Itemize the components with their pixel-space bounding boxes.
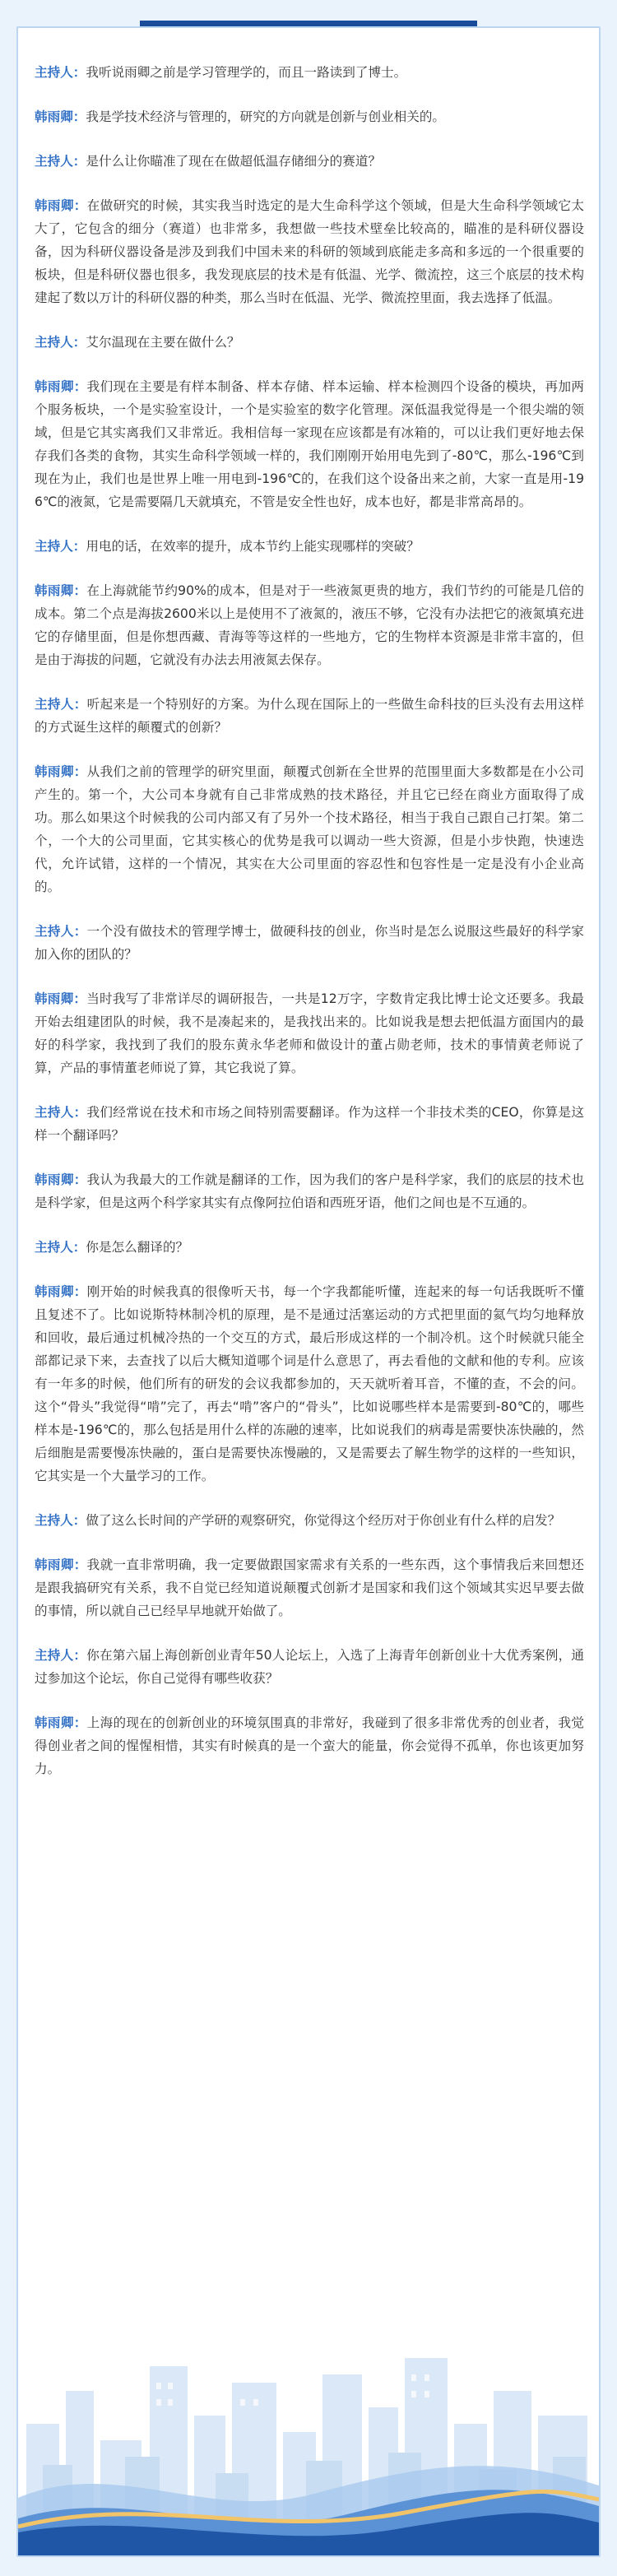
article-card: [16, 26, 601, 2557]
speaker-label: 主持人：: [35, 1513, 86, 1528]
dialogue-paragraph: [35, 1101, 584, 1147]
dialogue-paragraph: [35, 375, 584, 513]
dialogue-text: 我们现在主要是有样本制备、样本存储、样本运输、样本检测四个设备的模块，再加两个服务板块，一个是实验室设计，一个是实验室的数字化管理。深低温我觉得是一个很尖端的领域，但是它其实离我们又非常近。我相信每一家现在应该都是有冰箱的，可以让我们更好地去保存我们各类的食物，其实生命科学领域一样的，我们刚刚开始用电先到了-80℃，那么-196℃到现在为止，我们也是世界上唯一用电到-196℃的，在我们这个设备出来之前，大家一直是用-196℃的液氮，它是需要隔几天就填充，不管是安全性也好，成本也好，都是非常高昂的。: [35, 379, 584, 509]
speaker-label: 韩雨卿：: [35, 1557, 87, 1572]
dialogue-paragraph: [35, 1711, 584, 1780]
dialogue-text: 是什么让你瞄准了现在在做超低温存储细分的赛道？: [86, 154, 382, 169]
dialogue-text: 你在第六届上海创新创业青年50人论坛上，入选了上海青年创新创业十大优秀案例，通过参加这个论坛，你自己觉得有哪些收获？: [35, 1648, 584, 1686]
dialogue-text: 艾尔温现在主要在做什么？: [86, 335, 240, 350]
speaker-label: 主持人：: [35, 697, 87, 712]
dialogue-text: 听起来是一个特别好的方案。为什么现在国际上的一些做生命科技的巨头没有去用这样的方式诞生这样的颠覆式的创新？: [35, 697, 584, 735]
dialogue-paragraph: [35, 105, 584, 128]
dialogue-text: 在做研究的时候，其实我当时选定的是大生命科学这个领域，但是大生命科学领域它太大了，它包含的细分（赛道）也非常多，我想做一些技术壁垒比较高的，瞄准的是科研仪器设备，因为科研仪器设备是涉及到我们中国未来的科研的领域到底能走多高和多远的一个很重要的板块，但是科研仪器也很多，我发现底层的技术是有低温、光学、微流控，这三个底层的技术构建起了数以万计的科研仪器的种类，那么当时在低温、光学、微流控里面，我去选择了低温。: [35, 198, 584, 305]
dialogue-text: 刚开始的时候我真的很像听天书，每一个字我都能听懂，连起来的每一句话我既听不懂且复述不了。比如说斯特林制冷机的原理，是不是通过活塞运动的方式把里面的氦气均匀地释放和回收，最后通过机械冷热的一个交互的方式，最后形成这样的一个制冷机。这个时候就只能全部都记录下来，去查找了以后大概知道哪个词是什么意思了，再去看他的文献和他的专利。应该有一年多的时候，他们所有的研发的会议我都参加的，天天就听着耳音，不懂的查，不会的问。这个“骨头”我觉得“啃”完了，再去“啃”客户的“骨头”，比如说哪些样本是需要到-80℃的，哪些样本是-196℃的，那么包括是用什么样的冻融的速率，比如说我们的病毒是需要快冻快融的，然后细胞是需要慢冻快融的，蛋白是需要快冻慢融的，又是需要去了解生物学的这样的一些知识，它其实是一个大量学习的工作。: [35, 1284, 584, 1483]
dialogue-text: 在上海就能节约90%的成本，但是对于一些液氮更贵的地方，我们节约的可能是几倍的成本。第二个点是海拔2600米以上是使用不了液氮的，液压不够，它没有办法把它的液氮填充进它的存储里面，但是你想西藏、青海等等这样的一些地方，它的生物样本资源是非常丰富的，但是由于海拔的问题，它就没有办法去用液氮去保存。: [35, 583, 584, 667]
dialogue-text: 我认为我最大的工作就是翻译的工作，因为我们的客户是科学家，我们的底层的技术也是科学家，但是这两个科学家其实有点像阿拉伯语和西班牙语，他们之间也是不互通的。: [35, 1172, 584, 1210]
dialogue-paragraph: [35, 1644, 584, 1690]
dialogue-text: 你是怎么翻译的？: [86, 1240, 189, 1255]
dialogue-paragraph: [35, 535, 584, 558]
dialogue-text: 我听说雨卿之前是学习管理学的，而且一路读到了博士。: [86, 65, 407, 80]
speaker-label: 主持人：: [35, 154, 86, 169]
dialogue-text: 从我们之前的管理学的研究里面，颠覆式创新在全世界的范围里面大多数都是在小公司产生的。第一个，大公司本身就有自己非常成熟的技术路径，并且它已经在商业方面取得了成功。那么如果这个时候我的公司内部又有了另外一个技术路径，相当于我自己跟自己打架。第二个，一个大的公司里面，它其实核心的优势是我可以调动一些大资源，但是小步快跑，快速迭代，允许试错，这样的一个情况，其实在大公司里面的容忍性和包容性是一定是没有小企业高的。: [35, 764, 584, 894]
speaker-label: 韩雨卿：: [35, 764, 87, 779]
dialogue-paragraph: [35, 194, 584, 309]
dialogue-paragraph: [35, 61, 584, 84]
dialogue-paragraph: [35, 693, 584, 739]
speaker-label: 主持人：: [35, 539, 86, 554]
speaker-label: 韩雨卿：: [35, 109, 86, 124]
dialogue-text: 上海的现在的创新创业的环境氛围真的非常好，我碰到了很多非常优秀的创业者，我觉得创业者之间的惺惺相惜，其实有时候真的是一个蛮大的能量，你会觉得不孤单，你也该更加努力。: [35, 1715, 584, 1776]
dialogue-text: 当时我写了非常详尽的调研报告，一共是12万字，字数肯定我比博士论文还要多。我最开始去组建团队的时候，我不是凑起来的，是我找出来的。比如说我是想去把低温方面国内的最好的科学家，我找到了我们的股东黄永华老师和做设计的董占勋老师，技术的事情黄老师说了算，产品的事情董老师说了算，其它我说了算。: [35, 991, 584, 1075]
speaker-label: 韩雨卿：: [35, 991, 87, 1006]
speaker-label: 主持人：: [35, 1105, 87, 1120]
dialogue-paragraph: [35, 1509, 584, 1532]
speaker-label: 韩雨卿：: [35, 198, 87, 213]
dialogue-text: 我们经常说在技术和市场之间特别需要翻译。作为这样一个非技术类的CEO，你算是这样一个翻译吗？: [35, 1105, 584, 1143]
dialogue-paragraph: [35, 579, 584, 671]
dialogue-paragraph: [35, 920, 584, 966]
dialogue-text: 我是学技术经济与管理的，研究的方向就是创新与创业相关的。: [86, 109, 446, 124]
dialogue-paragraph: [35, 760, 584, 898]
speaker-label: 主持人：: [35, 924, 87, 939]
article-body: [35, 61, 584, 1802]
dialogue-paragraph: [35, 150, 584, 173]
dialogue-paragraph: [35, 1168, 584, 1214]
speaker-label: 主持人：: [35, 335, 86, 350]
dialogue-paragraph: [35, 987, 584, 1079]
speaker-label: 韩雨卿：: [35, 379, 87, 394]
speaker-label: 韩雨卿：: [35, 1172, 87, 1187]
speaker-label: 主持人：: [35, 65, 86, 80]
speaker-label: 韩雨卿：: [35, 583, 87, 598]
speaker-label: 主持人：: [35, 1648, 87, 1663]
dialogue-text: 一个没有做技术的管理学博士，做硬科技的创业，你当时是怎么说服这些最好的科学家加入你的团队的？: [35, 924, 584, 962]
speaker-label: 韩雨卿：: [35, 1715, 87, 1730]
dialogue-paragraph: [35, 331, 584, 354]
skyline-illustration: [18, 2317, 599, 2555]
dialogue-paragraph: [35, 1553, 584, 1622]
dialogue-text: 我就一直非常明确，我一定要做跟国家需求有关系的一些东西，这个事情我后来回想还是跟我搞研究有关系，我不自觉已经知道说颠覆式创新才是国家和我们这个领域其实迟早要去做的事情，所以就自己已经早早地就开始做了。: [35, 1557, 584, 1618]
dialogue-paragraph: [35, 1236, 584, 1259]
dialogue-paragraph: [35, 1280, 584, 1488]
speaker-label: 主持人：: [35, 1240, 86, 1255]
dialogue-text: 用电的话，在效率的提升，成本节约上能实现哪样的突破？: [86, 539, 420, 554]
dialogue-text: 做了这么长时间的产学研的观察研究，你觉得这个经历对于你创业有什么样的启发？: [86, 1513, 561, 1528]
speaker-label: 韩雨卿：: [35, 1284, 87, 1299]
